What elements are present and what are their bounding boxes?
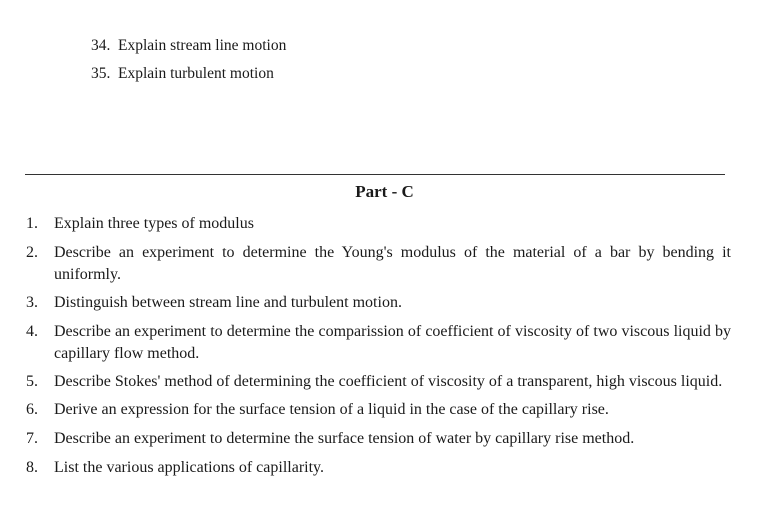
- question-text: Describe Stokes' method of determining the coefficient of viscosity of a transparent, high viscous liquid.: [54, 373, 723, 390]
- question-text: Derive an expression for the surface tension of a liquid in the case of the capillary rise.: [54, 401, 609, 418]
- question-number: 6.: [26, 401, 38, 418]
- question-item: [26, 457, 731, 479]
- question-item: [26, 242, 731, 286]
- question-item: [91, 36, 286, 64]
- question-text: Explain three types of modulus: [54, 215, 254, 232]
- question-text: Describe an experiment to determine the Young's modulus of the material of a bar by bending it uniformly.: [54, 244, 731, 283]
- question-item: [26, 399, 731, 421]
- question-number: 35.: [91, 65, 111, 82]
- question-number: 3.: [26, 294, 38, 311]
- question-item: [26, 371, 731, 393]
- question-item: [26, 213, 731, 235]
- question-text: List the various applications of capillarity.: [54, 459, 324, 476]
- question-number: 1.: [26, 215, 38, 232]
- question-item: [26, 428, 731, 450]
- question-text: Describe an experiment to determine the comparission of coefficient of viscosity of two viscous liquid by capillary flow method.: [54, 323, 731, 362]
- question-number: 7.: [26, 430, 38, 447]
- question-item: [26, 321, 731, 365]
- question-number: 2.: [26, 244, 38, 261]
- question-number: 5.: [26, 373, 38, 390]
- part-c-title: Part - C: [355, 182, 414, 201]
- section-divider: [25, 174, 725, 175]
- question-number: 4.: [26, 323, 38, 340]
- question-item: [26, 292, 731, 314]
- previous-questions-list: [91, 36, 286, 92]
- question-text: Distinguish between stream line and turbulent motion.: [54, 294, 402, 311]
- question-item: [91, 64, 286, 92]
- question-number: 34.: [91, 37, 111, 54]
- question-number: 8.: [26, 459, 38, 476]
- question-text: Explain turbulent motion: [118, 65, 274, 82]
- part-c-questions-list: [26, 213, 731, 486]
- question-text: Describe an experiment to determine the surface tension of water by capillary rise method.: [54, 430, 635, 447]
- question-text: Explain stream line motion: [118, 37, 287, 54]
